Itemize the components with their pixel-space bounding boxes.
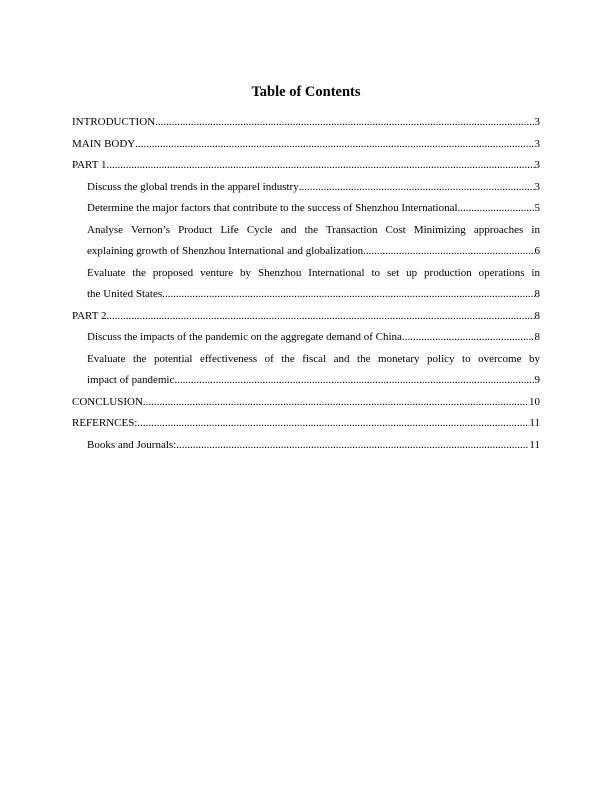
toc-page-number: 10	[529, 395, 540, 408]
toc-leader-dots	[143, 392, 529, 414]
toc-page-number: 3	[534, 137, 540, 150]
toc-leader-dots	[135, 134, 534, 156]
toc-entry-major-factors[interactable]	[72, 198, 540, 220]
toc-list	[72, 112, 540, 456]
toc-page-number: 6	[534, 245, 540, 257]
toc-leader-dots	[405, 327, 535, 349]
toc-page-number: 3	[534, 116, 540, 128]
toc-entry-text: Discuss the global trends in the apparel industry	[87, 180, 299, 193]
toc-entry-part-2[interactable]	[72, 306, 540, 328]
toc-entry-text: Discuss the impacts of the pandemic on the aggregate demand of China.	[87, 331, 405, 343]
toc-entry-text: INTRODUCTION	[72, 116, 156, 128]
toc-title: Table of Contents	[251, 84, 361, 100]
toc-entry-line-2	[87, 284, 540, 306]
toc-page-number: 8	[534, 288, 540, 300]
toc-entry-global-trends[interactable]	[72, 177, 540, 199]
toc-page-number: 11	[529, 438, 540, 451]
toc-entry-books-journals[interactable]	[72, 435, 540, 457]
toc-entry-text: MAIN BODY	[72, 137, 136, 150]
toc-entry-conclusion[interactable]	[72, 392, 540, 414]
toc-page-number: 8	[534, 331, 540, 343]
toc-page-number: 3	[534, 180, 540, 193]
toc-page-number: 11	[529, 417, 540, 429]
toc-entry-text: Books and Journals:	[87, 438, 177, 451]
toc-entry-text-line-1: Analyse Vernon’s Product Life Cycle and the Transaction Cost Minimizing approaches in	[87, 223, 540, 236]
toc-leader-dots	[174, 370, 534, 392]
toc-entry-text-line-2: impact of pandemic	[87, 374, 175, 386]
toc-entry-product-life-cycle[interactable]	[72, 220, 540, 263]
toc-page-number: 9	[534, 374, 540, 386]
toc-page-number: 8	[534, 309, 540, 322]
toc-entry-line-2	[87, 370, 540, 392]
toc-entry-text: CONCLUSION	[72, 395, 143, 408]
toc-entry-part-1[interactable]	[72, 155, 540, 177]
toc-entry-text: Determine the major factors that contribute to the success of Shenzhou International.	[87, 202, 461, 214]
toc-entry-text-line-2: explaining growth of Shenzhou International and globalization	[87, 245, 364, 257]
toc-leader-dots	[460, 198, 534, 220]
toc-entry-text: REFERNCES:	[72, 417, 138, 429]
toc-entry-pandemic-demand[interactable]	[72, 327, 540, 349]
toc-leader-dots	[165, 284, 535, 306]
toc-leader-dots	[107, 155, 535, 177]
toc-entry-references[interactable]	[72, 413, 540, 435]
toc-leader-dots	[176, 435, 529, 457]
toc-entry-text-line-2: the United States.	[87, 288, 165, 300]
toc-entry-text: PART 1	[72, 159, 107, 171]
toc-entry-line-2	[87, 241, 540, 263]
toc-page-number: 5	[534, 202, 540, 214]
toc-entry-proposed-venture[interactable]	[72, 263, 540, 306]
toc-entry-text-line-1: Evaluate the potential effectiveness of the fiscal and the monetary policy to overcome by	[87, 352, 540, 365]
toc-entry-text: PART 2	[72, 309, 107, 322]
toc-leader-dots	[107, 306, 535, 328]
toc-page-number: 3	[534, 159, 540, 171]
toc-entry-fiscal-monetary[interactable]	[72, 349, 540, 392]
toc-entry-introduction[interactable]	[72, 112, 540, 134]
toc-leader-dots	[363, 241, 534, 263]
toc-entry-main-body[interactable]	[72, 134, 540, 156]
toc-leader-dots	[155, 112, 534, 134]
toc-leader-dots	[299, 177, 535, 199]
toc-leader-dots	[137, 413, 529, 435]
toc-entry-text-line-1: Evaluate the proposed venture by Shenzhou International to set up production operations in	[87, 266, 540, 279]
